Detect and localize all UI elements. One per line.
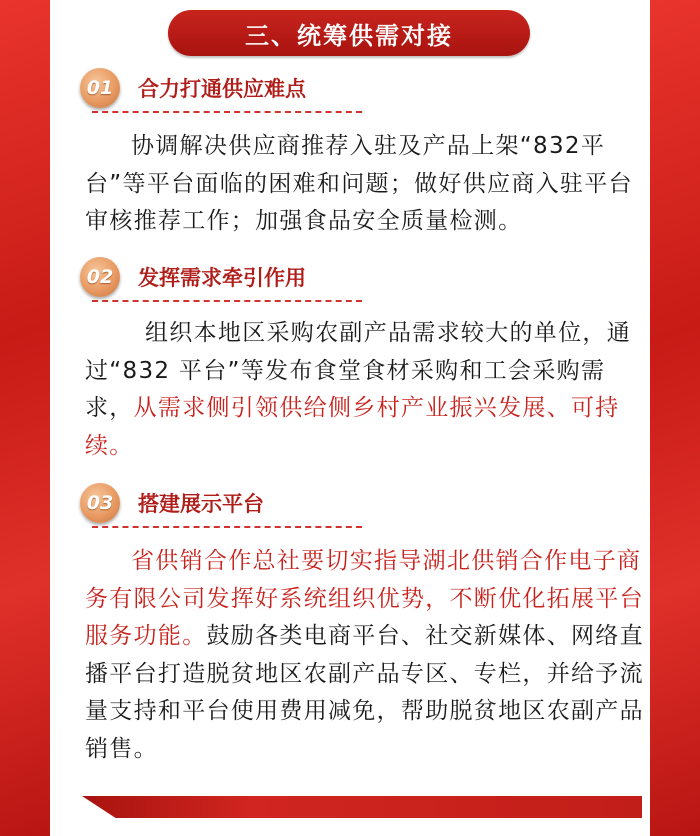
section-body-2 [85,315,645,465]
dashed-divider [92,111,362,113]
section-number-badge [80,257,120,297]
section-title: 合力打通供应难点 [138,77,306,101]
section-number-badge [80,483,120,523]
highlighted-text: 省供销合作总社要切实指导湖北供销合作电子商务有限公司发挥好系统组织优势，不断优化拓展平台服务功能。 [85,548,644,649]
section-number-badge [80,68,120,108]
highlighted-text: 从需求侧引领供给侧乡村产业振兴发展、可持续。 [85,395,620,459]
page-title-banner [168,10,530,56]
body-text: 协调解决供应商推荐入驻及产品上架“832平台”等平台面临的困难和问题；做好供应商入驻平台审核推荐工作；加强食品安全质量检测。 [85,133,633,234]
dashed-divider [92,526,362,528]
section-number: 03 [86,492,114,514]
section-number: 02 [86,266,114,288]
section-title: 发挥需求牵引作用 [138,266,306,290]
section-header-2 [80,257,380,301]
section-title: 搭建展示平台 [138,492,264,516]
section-header-3 [80,483,380,527]
section-body-1 [85,128,645,241]
body-text: 组织本地区采购农副产品需求较大的单位，通过“832 平台”等发布食堂食材采购和工会采购需求， [85,320,631,421]
page-title: 三、统筹供需对接 [245,21,453,50]
section-header-1 [80,68,380,112]
body-text: 鼓励各类电商平台、社交新媒体、网络直播平台打造脱贫地区农副产品专区、专栏，并给予流量支持和平台使用费用减免，帮助脱贫地区农副产品销售。 [85,623,644,762]
bottom-decoration-bar [82,796,642,818]
section-number: 01 [86,77,114,99]
background-left-stripe [0,0,50,836]
dashed-divider [92,300,362,302]
section-body-3 [85,543,645,768]
background-right-stripe [650,0,700,836]
